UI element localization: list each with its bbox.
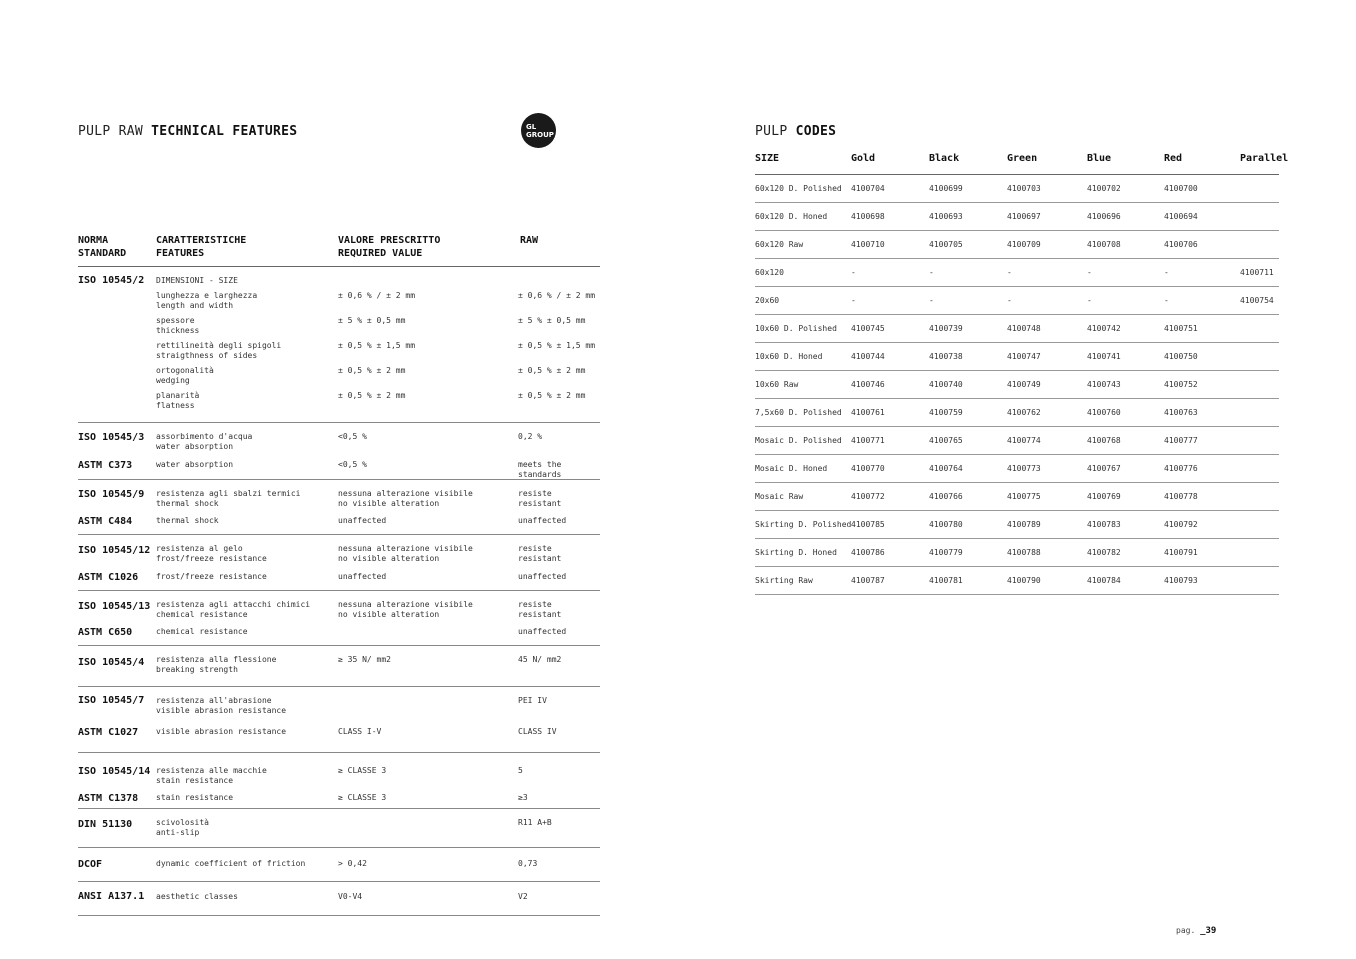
feature-cell: stain resistance [156,793,234,802]
feature-group [78,591,600,646]
feature-cell: planarità flatness [156,391,200,410]
code-cell: - [1087,296,1092,305]
feature-group [78,480,600,535]
codes-column-header: SIZE [755,153,780,164]
feature-cell: resistenza agli attacchi chimici chemical resistance [156,600,311,619]
technical-features-title: PULP RAW TECHNICAL FEATURES [78,124,298,139]
raw-value-cell: ± 5 % ± 0,5 mm [518,316,586,325]
required-value-cell: ± 0,5 % ± 1,5 mm [338,341,416,350]
standard-cell: ASTM C1378 [78,793,139,804]
codes-row [755,287,1279,315]
code-cell: 4100763 [1164,408,1198,417]
standard-cell: ASTM C373 [78,460,133,471]
size-cell: 60x120 D. Polished [755,184,842,193]
codes-row [755,427,1279,455]
code-cell: 4100778 [1164,492,1198,501]
size-cell: Mosaic D. Honed [755,464,828,473]
code-cell: 4100762 [1007,408,1041,417]
code-cell: 4100754 [1240,296,1274,305]
size-cell: 7,5x60 D. Polished [755,408,842,417]
required-value-cell: CLASS I-V [338,727,382,736]
required-value-cell: ≥ 35 N/ mm2 [338,655,391,664]
required-value-cell: nessuna alterazione visibile no visible alteration [338,600,473,619]
code-cell: 4100792 [1164,520,1198,529]
code-cell: 4100789 [1007,520,1041,529]
size-cell: 10x60 D. Honed [755,352,823,361]
feature-group [78,687,600,753]
feature-group [78,267,600,423]
feature-cell: lunghezza e larghezza length and width [156,291,258,310]
code-cell: 4100703 [1007,184,1041,193]
code-cell: 4100750 [1164,352,1198,361]
feature-group [78,535,600,591]
code-cell: 4100772 [851,492,885,501]
feature-cell: resistenza al gelo frost/freeze resistance [156,544,267,563]
raw-value-cell: V2 [518,892,528,901]
raw-value-cell: resiste resistant [518,544,562,563]
codes-header [755,150,1289,175]
feature-cell: ortogonalità wedging [156,366,214,385]
feature-cell: thermal shock [156,516,219,525]
size-cell: Mosaic D. Polished [755,436,842,445]
code-cell: 4100742 [1087,324,1121,333]
code-cell: 4100765 [929,436,963,445]
code-cell: 4100782 [1087,548,1121,557]
code-cell: 4100790 [1007,576,1041,585]
code-cell: 4100768 [1087,436,1121,445]
codes-row [755,343,1279,371]
code-cell: 4100779 [929,548,963,557]
raw-value-cell: CLASS IV [518,727,557,736]
size-cell: 10x60 Raw [755,380,799,389]
codes-row [755,483,1279,511]
feature-cell: scivolosità anti-slip [156,818,209,837]
required-value-cell: nessuna alterazione visibile no visible alteration [338,489,473,508]
raw-value-cell: R11 A+B [518,818,552,827]
codes-row [755,259,1279,287]
header-caratteristiche: CARATTERISTICHE FEATURES [156,235,247,259]
code-cell: 4100775 [1007,492,1041,501]
standard-cell: ISO 10545/4 [78,657,145,668]
code-cell: 4100696 [1087,212,1121,221]
codes-column-header: Parallel [1240,153,1289,164]
required-value-cell: unaffected [338,572,387,581]
code-cell: - [851,268,856,277]
features-header [78,232,600,267]
feature-cell: resistenza all'abrasione visible abrasion resistance [156,696,287,715]
standard-cell: ISO 10545/14 [78,766,151,777]
feature-cell: assorbimento d'acqua water absorption [156,432,253,451]
standard-cell: ASTM C484 [78,516,133,527]
raw-value-cell: ± 0,5 % ± 1,5 mm [518,341,596,350]
required-value-cell: ± 5 % ± 0,5 mm [338,316,406,325]
code-cell: 4100784 [1087,576,1121,585]
standard-cell: ISO 10545/7 [78,695,145,706]
code-cell: 4100741 [1087,352,1121,361]
size-cell: Skirting D. Honed [755,548,837,557]
raw-value-cell: ± 0,5 % ± 2 mm [518,391,586,400]
code-cell: 4100697 [1007,212,1041,221]
code-cell: 4100706 [1164,240,1198,249]
code-cell: - [1007,268,1012,277]
code-cell: 4100787 [851,576,885,585]
required-value-cell: ≥ CLASSE 3 [338,766,387,775]
codes-row [755,539,1279,567]
size-cell: 60x120 D. Honed [755,212,828,221]
required-value-cell: ± 0,6 % / ± 2 mm [338,291,416,300]
size-cell: Mosaic Raw [755,492,804,501]
code-cell: 4100759 [929,408,963,417]
code-cell: 4100771 [851,436,885,445]
header-valore: VALORE PRESCRITTO REQUIRED VALUE [338,235,441,259]
feature-cell: frost/freeze resistance [156,572,267,581]
code-cell: 4100769 [1087,492,1121,501]
required-value-cell: ± 0,5 % ± 2 mm [338,366,406,375]
code-cell: - [1164,268,1169,277]
feature-cell: resistenza agli sbalzi termici thermal shock [156,489,301,508]
codes-row [755,455,1279,483]
codes-row [755,231,1279,259]
code-cell: 4100752 [1164,380,1198,389]
standard-cell: ANSI A137.1 [78,891,145,902]
feature-cell: DIMENSIONI - SIZE [156,276,238,285]
code-cell: 4100785 [851,520,885,529]
code-cell: - [851,296,856,305]
codes-row [755,399,1279,427]
header-raw: RAW [520,235,539,246]
code-cell: 4100710 [851,240,885,249]
code-cell: 4100698 [851,212,885,221]
code-cell: 4100781 [929,576,963,585]
code-cell: 4100711 [1240,268,1274,277]
code-cell: 4100766 [929,492,963,501]
feature-cell: chemical resistance [156,627,248,636]
raw-value-cell: ± 0,5 % ± 2 mm [518,366,586,375]
code-cell: 4100783 [1087,520,1121,529]
code-cell: 4100773 [1007,464,1041,473]
code-cell: 4100702 [1087,184,1121,193]
raw-value-cell: unaffected [518,627,567,636]
code-cell: 4100774 [1007,436,1041,445]
feature-cell: resistenza alle macchie stain resistance [156,766,267,785]
feature-group [78,646,600,687]
code-cell: - [929,296,934,305]
codes-row [755,203,1279,231]
codes-column-header: Green [1007,153,1038,164]
code-cell: - [929,268,934,277]
code-cell: 4100743 [1087,380,1121,389]
code-cell: 4100764 [929,464,963,473]
header-norma: NORMA STANDARD [78,235,127,259]
feature-cell: water absorption [156,460,234,469]
code-cell: 4100751 [1164,324,1198,333]
code-cell: 4100708 [1087,240,1121,249]
raw-value-cell: ≥3 [518,793,528,802]
standard-cell: ISO 10545/12 [78,545,151,556]
code-cell: 4100780 [929,520,963,529]
code-cell: 4100699 [929,184,963,193]
codes-table [755,150,1289,595]
feature-cell: visible abrasion resistance [156,727,287,736]
codes-row [755,567,1279,595]
codes-row [755,315,1279,343]
codes-row [755,511,1279,539]
size-cell: Skirting D. Polished [755,520,852,529]
standard-cell: ASTM C1027 [78,727,139,738]
code-cell: 4100746 [851,380,885,389]
feature-group [78,753,600,809]
code-cell: 4100694 [1164,212,1198,221]
size-cell: 20x60 [755,296,780,305]
raw-value-cell: unaffected [518,572,567,581]
required-value-cell: V0-V4 [338,892,363,901]
code-cell: 4100760 [1087,408,1121,417]
code-cell: 4100793 [1164,576,1198,585]
code-cell: 4100738 [929,352,963,361]
required-value-cell: unaffected [338,516,387,525]
standard-cell: ASTM C1026 [78,572,139,583]
code-cell: 4100739 [929,324,963,333]
standard-cell: ISO 10545/9 [78,489,145,500]
codes-title: PULP CODES [755,124,837,139]
raw-value-cell: 0,2 % [518,432,543,441]
codes-row [755,371,1279,399]
gl-group-logo: GL GROUP [521,113,556,148]
code-cell: 4100704 [851,184,885,193]
raw-value-cell: 5 [518,766,523,775]
code-cell: 4100791 [1164,548,1198,557]
feature-cell: spessore thickness [156,316,200,335]
standard-cell: ISO 10545/3 [78,432,145,443]
required-value-cell: > 0,42 [338,859,367,868]
feature-group [78,848,600,882]
code-cell: 4100709 [1007,240,1041,249]
size-cell: 60x120 Raw [755,240,804,249]
feature-cell: dynamic coefficient of friction [156,859,306,868]
size-cell: 60x120 [755,268,784,277]
raw-value-cell: meets the standards [518,460,562,479]
code-cell: - [1164,296,1169,305]
code-cell: 4100767 [1087,464,1121,473]
raw-value-cell: unaffected [518,516,567,525]
code-cell: 4100740 [929,380,963,389]
code-cell: 4100748 [1007,324,1041,333]
required-value-cell: ≥ CLASSE 3 [338,793,387,802]
code-cell: 4100749 [1007,380,1041,389]
raw-value-cell: resiste resistant [518,489,562,508]
required-value-cell: nessuna alterazione visibile no visible alteration [338,544,473,563]
standard-cell: ISO 10545/2 [78,275,145,286]
standard-cell: ISO 10545/13 [78,601,151,612]
code-cell: - [1087,268,1092,277]
code-cell: 4100788 [1007,548,1041,557]
standard-cell: DCOF [78,859,103,870]
raw-value-cell: 0,73 [518,859,538,868]
feature-cell: rettilineità degli spigoli straigthness of sides [156,341,282,360]
raw-value-cell: resiste resistant [518,600,562,619]
feature-group [78,882,600,916]
code-cell: 4100777 [1164,436,1198,445]
code-cell: - [1007,296,1012,305]
feature-cell: resistenza alla flessione breaking strength [156,655,277,674]
code-cell: 4100770 [851,464,885,473]
codes-row [755,175,1279,203]
standard-cell: DIN 51130 [78,819,133,830]
standard-cell: ASTM C650 [78,627,133,638]
code-cell: 4100745 [851,324,885,333]
feature-group [78,809,600,848]
required-value-cell: <0,5 % [338,460,367,469]
raw-value-cell: 45 N/ mm2 [518,655,562,664]
code-cell: 4100705 [929,240,963,249]
code-cell: 4100693 [929,212,963,221]
size-cell: 10x60 D. Polished [755,324,837,333]
required-value-cell: ± 0,5 % ± 2 mm [338,391,406,400]
size-cell: Skirting Raw [755,576,813,585]
required-value-cell: <0,5 % [338,432,367,441]
feature-group [78,423,600,480]
technical-features-table [78,232,600,916]
page-number: pag. _39 [1176,926,1217,936]
codes-column-header: Black [929,153,960,164]
code-cell: 4100700 [1164,184,1198,193]
codes-column-header: Gold [851,153,876,164]
feature-cell: aesthetic classes [156,892,238,901]
code-cell: 4100747 [1007,352,1041,361]
code-cell: 4100786 [851,548,885,557]
raw-value-cell: ± 0,6 % / ± 2 mm [518,291,596,300]
code-cell: 4100761 [851,408,885,417]
raw-value-cell: PEI IV [518,696,547,705]
codes-column-header: Red [1164,153,1183,164]
codes-column-header: Blue [1087,153,1112,164]
code-cell: 4100744 [851,352,885,361]
code-cell: 4100776 [1164,464,1198,473]
